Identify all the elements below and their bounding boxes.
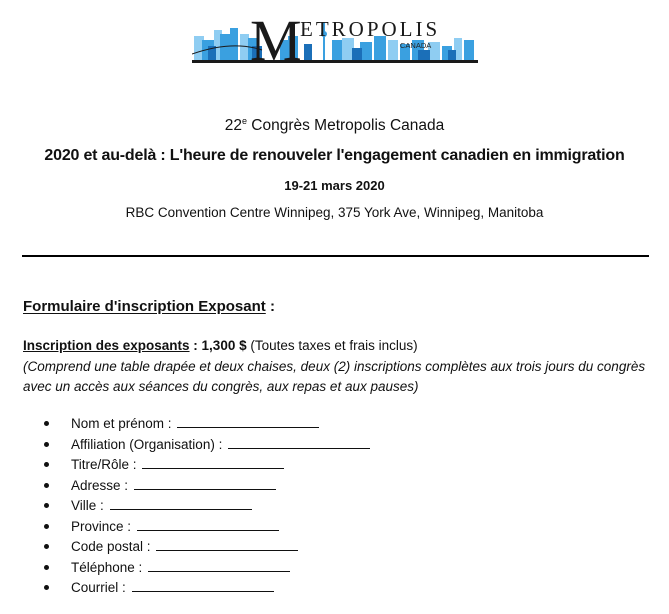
bullet-icon: [44, 442, 49, 447]
form-title-colon: :: [265, 298, 275, 315]
field-label: Affiliation (Organisation) :: [71, 436, 223, 452]
field-label: Province :: [71, 518, 132, 534]
logo-brand: ETROPOLIS: [300, 17, 441, 41]
postal-code-blank[interactable]: [156, 537, 298, 551]
bullet-icon: [44, 483, 49, 488]
field-postal-code: [44, 537, 370, 558]
horizontal-divider: [22, 255, 649, 257]
field-name: [44, 414, 370, 435]
congress-dates: 19-21 mars 2020: [284, 178, 385, 193]
registration-fields-list: [44, 414, 370, 599]
email-blank[interactable]: [132, 578, 274, 592]
field-label: Nom et prénom :: [71, 416, 172, 431]
field-address: [44, 476, 370, 497]
field-label: Courriel :: [71, 580, 126, 595]
field-label: Ville :: [71, 498, 104, 513]
bullet-icon: [44, 565, 49, 570]
city-skyline-logo-icon: [192, 10, 478, 64]
phone-blank[interactable]: [148, 558, 290, 572]
bullet-icon: [44, 585, 49, 590]
field-title-role: [44, 455, 370, 476]
form-title-text: Formulaire d'inscription Exposant: [23, 298, 266, 315]
field-label: Titre/Rôle :: [71, 457, 137, 472]
title-role-blank[interactable]: [142, 455, 284, 469]
field-province: [44, 517, 370, 538]
bullet-icon: [44, 421, 49, 426]
congress-theme: 2020 et au-delà : L'heure de renouveler l'engagement canadien en immigration: [44, 147, 625, 164]
bullet-icon: [44, 544, 49, 549]
logo-country: CANADA: [400, 41, 432, 50]
address-blank[interactable]: [134, 476, 276, 490]
fee-note: (Toutes taxes et frais inclus): [246, 338, 418, 353]
field-phone: [44, 558, 370, 579]
fee-amount: 1,300 $: [201, 338, 247, 353]
field-affiliation: [44, 435, 370, 456]
affiliation-blank[interactable]: [228, 435, 370, 449]
fee-label: Inscription des exposants: [23, 338, 190, 353]
field-city: [44, 496, 370, 517]
edition-suffix: e: [241, 116, 247, 126]
exhibitor-fee: [23, 338, 418, 353]
logo-initial: M: [250, 10, 302, 64]
bullet-icon: [44, 524, 49, 529]
bullet-icon: [44, 503, 49, 508]
edition-number: 22: [224, 117, 242, 134]
form-title: [23, 298, 275, 315]
field-label: Adresse :: [71, 477, 129, 493]
fee-includes-note: (Comprend une table drapée et deux chaises, deux (2) inscriptions complètes aux trois jours du congrès avec un accès aux séances du congrès, aux repas et aux pauses): [23, 359, 646, 394]
metropolis-logo: [192, 10, 478, 64]
province-blank[interactable]: [137, 517, 279, 531]
fee-separator: :: [189, 338, 202, 353]
city-blank[interactable]: [110, 496, 252, 510]
name-blank[interactable]: [177, 414, 319, 428]
bullet-icon: [44, 462, 49, 467]
field-label: Code postal :: [71, 539, 151, 554]
edition-text: Congrès Metropolis Canada: [246, 117, 445, 134]
congress-edition: [0, 116, 669, 135]
congress-venue: RBC Convention Centre Winnipeg, 375 York Ave, Winnipeg, Manitoba: [125, 205, 544, 220]
field-label: Téléphone :: [71, 559, 143, 575]
field-email: [44, 578, 370, 599]
